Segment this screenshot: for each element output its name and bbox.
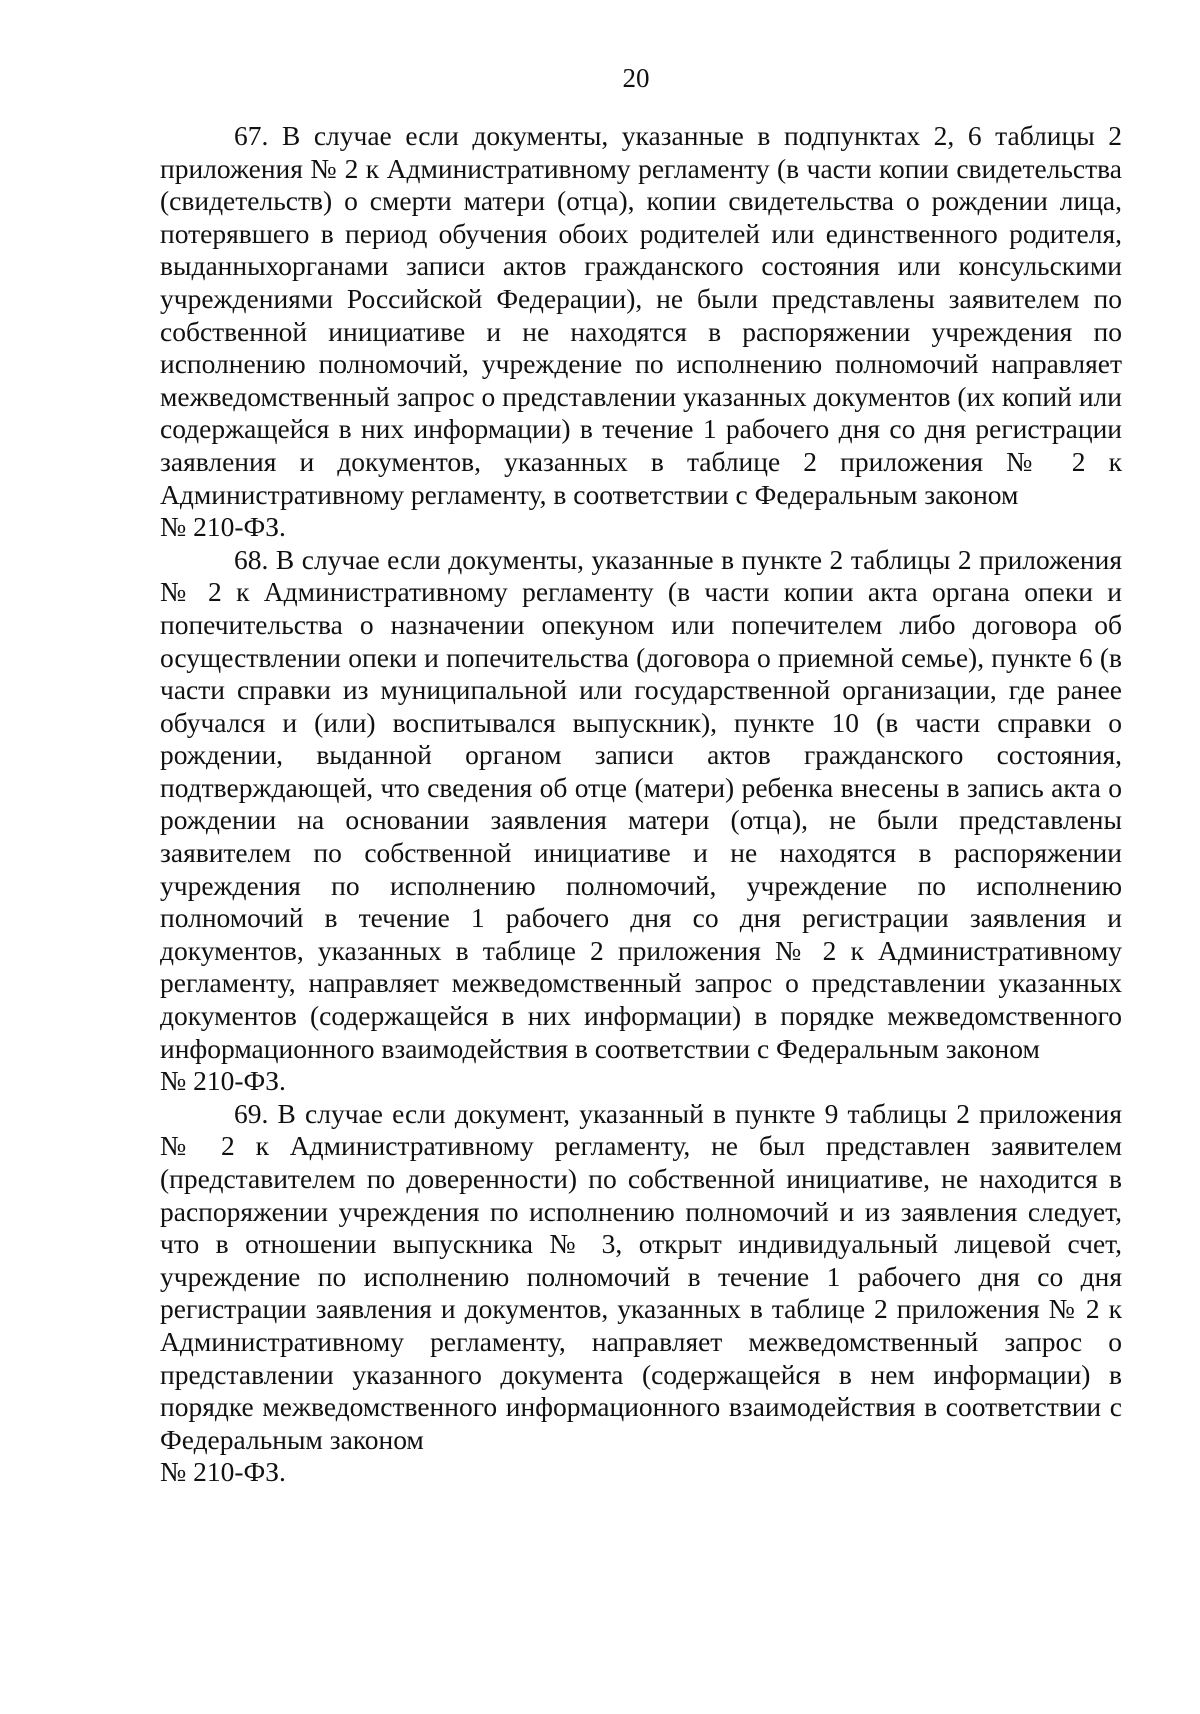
document-body bbox=[160, 120, 1122, 1489]
paragraph-text: В случае если документ, указанный в пункте 9 таблицы 2 приложения № 2 к Административному регламенту, не был представлен заявителем (представителем по доверенности) по собственной инициативе, не находится в распоряжении учреждения по исполнению полномочий и из заявления следует, что в отношении выпускника № 3, открыт индивидуальный лицевой счет, учреждение по исполнению полномочий в течение 1 рабочего дня со дня регистрации заявления и документов, указанных в таблице 2 приложения № 2 к Административному регламенту, направляет межведомственный запрос о представлении указанного документа (содержащейся в нем информации) в порядке межведомственного информационного взаимодействия в соответствии с Федеральным законом bbox=[160, 1097, 1122, 1455]
paragraph-text: В случае если документы, указанные в подпунктах 2, 6 таблицы 2 приложения № 2 к Административному регламенту (в части копии свидетельства (свидетельств) о смерти матери (отца), копии свидетельства о рождении лица, потерявшего в период обучения обоих родителей или единственного родителя, выданныхорганами записи актов гражданского состояния или консульскими учреждениями Российской Федерации), не были представлены заявителем по собственной инициативе и не находятся в распоряжении учреждения по исполнению полномочий, учреждение по исполнению полномочий направляет межведомственный запрос о представлении указанных документов (их копий или содержащейся в них информации) в течение 1 рабочего дня со дня регистрации заявления и документов, указанных в таблице 2 приложения № 2 к Административному регламенту, в соответствии с Федеральным законом bbox=[160, 120, 1122, 510]
paragraph-68 bbox=[160, 544, 1122, 1098]
paragraph-number: 67. bbox=[234, 120, 269, 151]
paragraph-text: В случае если документы, указанные в пункте 2 таблицы 2 приложения № 2 к Административному регламенту (в части копии акта органа опеки и попечительства о назначении опекуном или попечителем либо договора об осуществлении опеки и попечительства (договора о приемной семье), пункте 6 (в части справки из муниципальной или государственной организации, где ранее обучался и (или) воспитывался выпускник), пункте 10 (в части справки о рождении, выданной органом записи актов гражданского состояния, подтверждающей, что сведения об отце (матери) ребенка внесены в запись акта о рождении на основании заявления матери (отца), не были представлены заявителем по собственной инициативе и не находятся в распоряжении учреждения по исполнению полномочий, учреждение по исполнению полномочий в течение 1 рабочего дня со дня регистрации заявления и документов, указанных в таблице 2 приложения № 2 к Административному регламенту, направляет межведомственный запрос о представлении указанных документов (содержащейся в них информации) в порядке межведомственного информационного взаимодействия в соответствии с Федеральным законом bbox=[160, 543, 1122, 1064]
paragraph-67 bbox=[160, 120, 1122, 544]
law-reference: № 210-ФЗ. bbox=[160, 511, 286, 543]
paragraph-number: 69. bbox=[234, 1097, 269, 1129]
paragraph-69 bbox=[160, 1098, 1122, 1489]
paragraph-number: 68. bbox=[234, 543, 269, 575]
law-reference: № 210-ФЗ. bbox=[160, 1065, 286, 1097]
law-reference: № 210-ФЗ. bbox=[160, 1456, 286, 1488]
page-number: 20 bbox=[622, 63, 650, 93]
